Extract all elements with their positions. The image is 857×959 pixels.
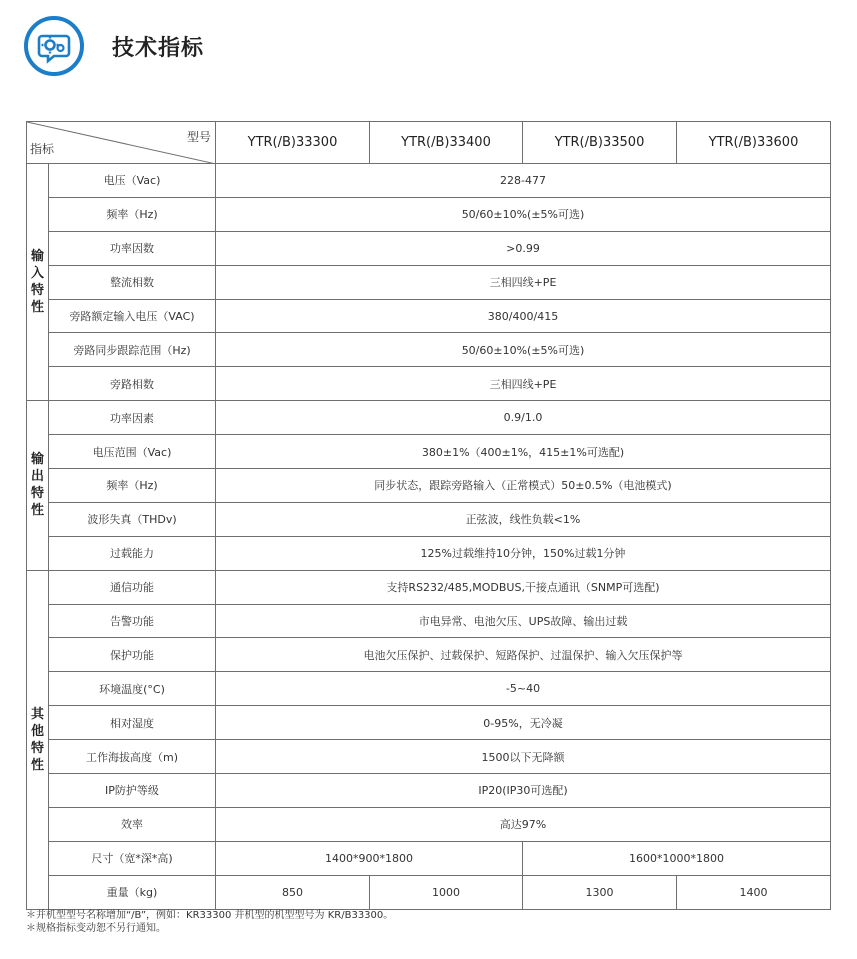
row-label: 环境温度(°C) <box>49 672 216 706</box>
table-row <box>27 774 831 808</box>
row-value: -5~40 <box>216 672 831 706</box>
row-label: 旁路同步跟踪范围（Hz) <box>49 333 216 367</box>
corner-cell <box>27 122 216 164</box>
row-label: 通信功能 <box>49 570 216 604</box>
group-label-input: 输入特性 <box>27 164 49 401</box>
row-value: 50/60±10%(±5%可选) <box>216 197 831 231</box>
row-label: 保护功能 <box>49 638 216 672</box>
row-value: 1000 <box>370 875 523 909</box>
row-value: 50/60±10%(±5%可选) <box>216 333 831 367</box>
row-label: 旁路相数 <box>49 367 216 401</box>
table-row <box>27 502 831 536</box>
row-label: 尺寸（宽*深*高) <box>49 841 216 875</box>
table-row <box>27 435 831 469</box>
footnote: ＊规格指标变动恕不另行通知。 <box>26 923 166 934</box>
row-label: IP防护等级 <box>49 774 216 808</box>
row-label: 过载能力 <box>49 536 216 570</box>
row-value: 125%过载维持10分钟，150%过载1分钟 <box>216 536 831 570</box>
footnote: ＊并机型型号名称增加“/B”，例如：KR33300 并机型的机型型号为 KR/B33300。 <box>26 910 394 921</box>
row-value: 380/400/415 <box>216 299 831 333</box>
row-label: 电压范围（Vac) <box>49 435 216 469</box>
row-value: 1400*900*1800 <box>216 841 523 875</box>
settings-gear-icon <box>24 16 84 76</box>
table-row <box>27 265 831 299</box>
page-title: 技术指标 <box>112 35 205 61</box>
table-row <box>27 672 831 706</box>
table-row <box>27 706 831 740</box>
row-label: 重量（kg) <box>49 875 216 909</box>
row-label: 频率（Hz) <box>49 197 216 231</box>
row-value: 0.9/1.0 <box>216 401 831 435</box>
table-row <box>27 401 831 435</box>
table-row <box>27 333 831 367</box>
footnotes <box>26 909 393 935</box>
row-label: 电压（Vac) <box>49 164 216 198</box>
table-row <box>27 469 831 503</box>
table-row <box>27 570 831 604</box>
model-header: YTR(/B)33500 <box>523 122 677 164</box>
row-value: IP20(IP30可选配) <box>216 774 831 808</box>
row-value: 正弦波，线性负载<1% <box>216 502 831 536</box>
row-value: 0-95%，无冷凝 <box>216 706 831 740</box>
table-row <box>27 875 831 909</box>
row-value: 市电异常、电池欠压、UPS故障、输出过载 <box>216 604 831 638</box>
row-label: 整流相数 <box>49 265 216 299</box>
corner-indicator-label: 指标 <box>30 142 55 156</box>
row-label: 相对湿度 <box>49 706 216 740</box>
row-label: 功率因素 <box>49 401 216 435</box>
row-value: 850 <box>216 875 370 909</box>
row-value: 1400 <box>677 875 831 909</box>
table-row <box>27 638 831 672</box>
row-value: 1500以下无降额 <box>216 740 831 774</box>
row-label: 功率因数 <box>49 231 216 265</box>
group-label-output: 输出特性 <box>27 401 49 570</box>
table-header-row <box>27 122 831 164</box>
table-row <box>27 604 831 638</box>
row-value: 高达97% <box>216 807 831 841</box>
table-row <box>27 536 831 570</box>
page-header <box>24 12 204 80</box>
table-row <box>27 740 831 774</box>
corner-model-label: 型号 <box>186 130 211 144</box>
row-value: 380±1%（400±1%，415±1%可选配) <box>216 435 831 469</box>
row-value: 同步状态，跟踪旁路输入（正常模式）50±0.5%（电池模式) <box>216 469 831 503</box>
table-row <box>27 231 831 265</box>
row-value: 228-477 <box>216 164 831 198</box>
table-row <box>27 367 831 401</box>
table-row <box>27 164 831 198</box>
row-label: 效率 <box>49 807 216 841</box>
model-header: YTR(/B)33600 <box>677 122 831 164</box>
row-value: 电池欠压保护、过载保护、短路保护、过温保护、输入欠压保护等 <box>216 638 831 672</box>
row-value: 1600*1000*1800 <box>523 841 831 875</box>
row-value: 1300 <box>523 875 677 909</box>
row-value: 三相四线+PE <box>216 367 831 401</box>
row-value: 三相四线+PE <box>216 265 831 299</box>
row-value: >0.99 <box>216 231 831 265</box>
table-row <box>27 197 831 231</box>
row-label: 波形失真（THDv) <box>49 502 216 536</box>
row-label: 频率（Hz) <box>49 469 216 503</box>
group-label-other: 其他特性 <box>27 570 49 909</box>
table-row <box>27 807 831 841</box>
spec-table <box>26 121 831 910</box>
row-value: 支持RS232/485,MODBUS,干接点通讯（SNMP可选配) <box>216 570 831 604</box>
row-label: 告警功能 <box>49 604 216 638</box>
model-header: YTR(/B)33300 <box>216 122 370 164</box>
model-header: YTR(/B)33400 <box>370 122 523 164</box>
row-label: 工作海拔高度（m) <box>49 740 216 774</box>
row-label: 旁路额定输入电压（VAC) <box>49 299 216 333</box>
table-row <box>27 299 831 333</box>
table-row <box>27 841 831 875</box>
